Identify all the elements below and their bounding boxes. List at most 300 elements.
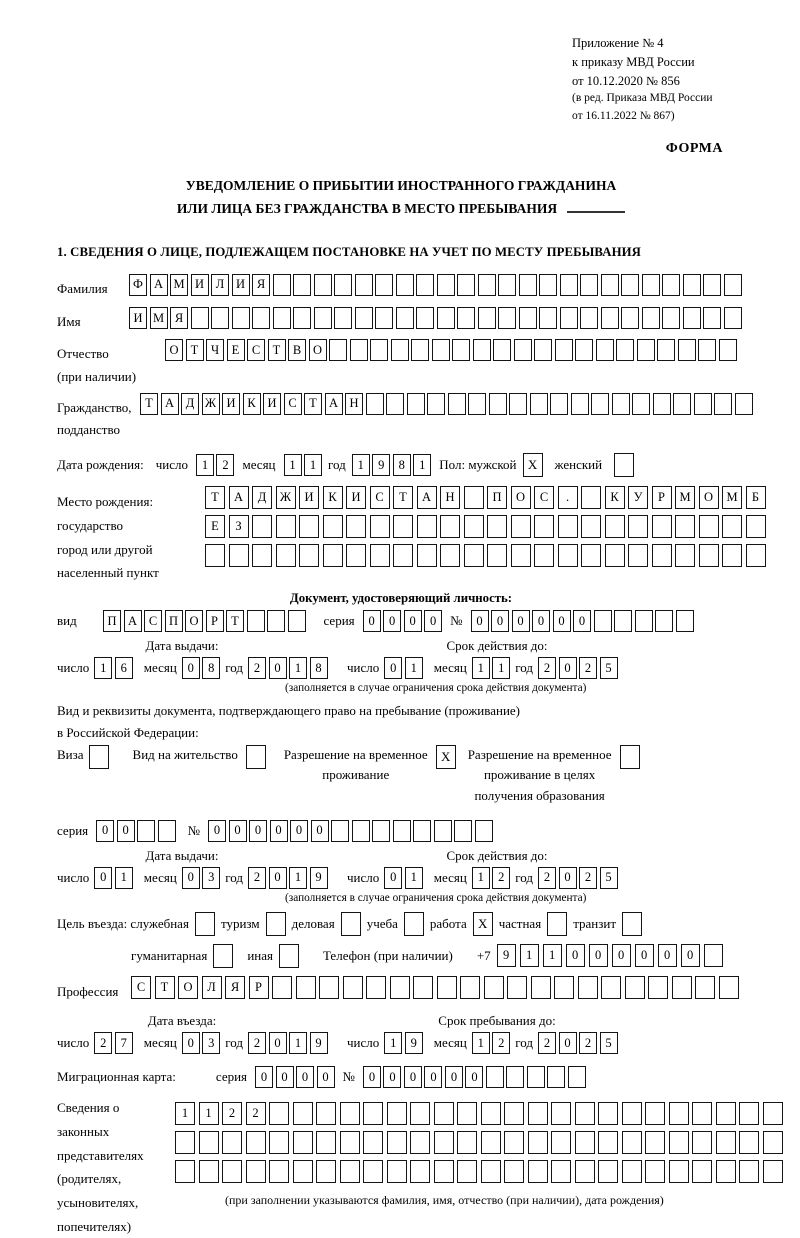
char-cell[interactable]: С <box>144 610 162 632</box>
char-cell[interactable] <box>504 1160 524 1183</box>
char-cell[interactable] <box>481 1160 501 1183</box>
char-cell[interactable] <box>191 307 209 329</box>
char-cell[interactable]: 0 <box>573 610 591 632</box>
char-cell[interactable] <box>698 339 716 361</box>
char-cell[interactable] <box>601 274 619 296</box>
char-cell[interactable] <box>434 820 452 842</box>
char-cell[interactable]: 2 <box>248 657 266 679</box>
char-cell[interactable] <box>531 976 551 999</box>
char-cell[interactable]: 9 <box>372 454 390 476</box>
char-cell[interactable] <box>695 976 715 999</box>
char-cell[interactable] <box>468 393 486 415</box>
char-cell[interactable]: 2 <box>94 1032 112 1054</box>
char-cell[interactable] <box>314 274 332 296</box>
char-cell[interactable] <box>699 515 719 538</box>
char-cell[interactable] <box>464 544 484 567</box>
char-cell[interactable] <box>692 1160 712 1183</box>
char-cell[interactable]: 0 <box>317 1066 335 1088</box>
char-cell[interactable] <box>652 544 672 567</box>
char-cell[interactable] <box>329 339 347 361</box>
char-cell[interactable]: 1 <box>284 454 302 476</box>
char-cell[interactable] <box>507 976 527 999</box>
char-cell[interactable] <box>704 944 723 967</box>
char-cell[interactable] <box>724 274 742 296</box>
char-cell[interactable] <box>605 544 625 567</box>
char-cell[interactable]: А <box>161 393 179 415</box>
char-cell[interactable] <box>175 1160 195 1183</box>
char-cell[interactable]: 2 <box>248 867 266 889</box>
char-cell[interactable]: Ж <box>276 486 296 509</box>
char-cell[interactable] <box>568 1066 586 1088</box>
char-cell[interactable] <box>279 944 299 968</box>
char-cell[interactable] <box>452 339 470 361</box>
char-cell[interactable] <box>724 307 742 329</box>
char-cell[interactable] <box>199 1160 219 1183</box>
char-cell[interactable] <box>252 544 272 567</box>
char-cell[interactable] <box>222 1160 242 1183</box>
char-cell[interactable] <box>296 976 316 999</box>
char-cell[interactable] <box>293 1160 313 1183</box>
char-cell[interactable] <box>393 544 413 567</box>
char-cell[interactable] <box>440 515 460 538</box>
char-cell[interactable] <box>396 307 414 329</box>
char-cell[interactable] <box>299 544 319 567</box>
char-cell[interactable] <box>222 1131 242 1154</box>
char-cell[interactable]: 0 <box>383 1066 401 1088</box>
char-cell[interactable]: 5 <box>600 867 618 889</box>
char-cell[interactable] <box>355 307 373 329</box>
char-cell[interactable]: 0 <box>404 1066 422 1088</box>
char-cell[interactable] <box>464 486 484 509</box>
char-cell[interactable]: 1 <box>304 454 322 476</box>
char-cell[interactable] <box>372 820 390 842</box>
char-cell[interactable] <box>683 307 701 329</box>
char-cell[interactable] <box>404 912 424 936</box>
char-cell[interactable] <box>506 1066 524 1088</box>
char-cell[interactable] <box>396 274 414 296</box>
char-cell[interactable]: Ф <box>129 274 147 296</box>
char-cell[interactable]: 9 <box>310 1032 328 1054</box>
char-cell[interactable]: 8 <box>202 657 220 679</box>
char-cell[interactable] <box>211 307 229 329</box>
char-cell[interactable] <box>432 339 450 361</box>
char-cell[interactable] <box>213 944 233 968</box>
char-cell[interactable] <box>692 1131 712 1154</box>
char-cell[interactable] <box>391 339 409 361</box>
char-cell[interactable] <box>363 1131 383 1154</box>
char-cell[interactable] <box>475 820 493 842</box>
char-cell[interactable]: 2 <box>579 867 597 889</box>
char-cell[interactable] <box>558 515 578 538</box>
char-cell[interactable]: А <box>124 610 142 632</box>
char-cell[interactable] <box>616 339 634 361</box>
char-cell[interactable]: 1 <box>492 657 510 679</box>
char-cell[interactable] <box>716 1131 736 1154</box>
char-cell[interactable] <box>601 307 619 329</box>
char-cell[interactable] <box>669 1131 689 1154</box>
char-cell[interactable] <box>547 912 567 936</box>
char-cell[interactable]: 0 <box>635 944 654 967</box>
char-cell[interactable] <box>434 1131 454 1154</box>
char-cell[interactable] <box>622 912 642 936</box>
char-cell[interactable]: Т <box>186 339 204 361</box>
char-cell[interactable] <box>655 610 673 632</box>
char-cell[interactable]: Д <box>181 393 199 415</box>
char-cell[interactable]: 2 <box>538 867 556 889</box>
char-cell[interactable] <box>653 393 671 415</box>
char-cell[interactable]: О <box>185 610 203 632</box>
char-cell[interactable] <box>596 339 614 361</box>
char-cell[interactable]: 0 <box>249 820 267 842</box>
char-cell[interactable] <box>410 1131 430 1154</box>
char-cell[interactable] <box>692 1102 712 1125</box>
char-cell[interactable] <box>551 1160 571 1183</box>
char-cell[interactable] <box>393 515 413 538</box>
char-cell[interactable] <box>484 976 504 999</box>
char-cell[interactable]: 0 <box>384 867 402 889</box>
char-cell[interactable]: 2 <box>216 454 234 476</box>
char-cell[interactable] <box>387 1160 407 1183</box>
char-cell[interactable] <box>454 820 472 842</box>
char-cell[interactable]: Т <box>155 976 175 999</box>
char-cell[interactable]: 1 <box>289 657 307 679</box>
char-cell[interactable]: П <box>165 610 183 632</box>
char-cell[interactable]: З <box>229 515 249 538</box>
char-cell[interactable]: 9 <box>497 944 516 967</box>
char-cell[interactable]: М <box>675 486 695 509</box>
char-cell[interactable] <box>669 1160 689 1183</box>
char-cell[interactable] <box>575 1160 595 1183</box>
char-cell[interactable]: 1 <box>199 1102 219 1125</box>
char-cell[interactable] <box>175 1131 195 1154</box>
char-cell[interactable]: 2 <box>538 1032 556 1054</box>
char-cell[interactable]: 7 <box>115 1032 133 1054</box>
char-cell[interactable] <box>276 515 296 538</box>
char-cell[interactable]: 1 <box>289 1032 307 1054</box>
char-cell[interactable]: А <box>229 486 249 509</box>
char-cell[interactable] <box>416 307 434 329</box>
char-cell[interactable]: С <box>247 339 265 361</box>
char-cell[interactable]: 2 <box>222 1102 242 1125</box>
char-cell[interactable]: Я <box>170 307 188 329</box>
char-cell[interactable] <box>299 515 319 538</box>
char-cell[interactable] <box>457 1160 477 1183</box>
char-cell[interactable]: 1 <box>413 454 431 476</box>
char-cell[interactable]: 6 <box>115 657 133 679</box>
char-cell[interactable]: 0 <box>208 820 226 842</box>
char-cell[interactable]: . <box>558 486 578 509</box>
char-cell[interactable]: А <box>325 393 343 415</box>
char-cell[interactable] <box>635 610 653 632</box>
char-cell[interactable] <box>746 515 766 538</box>
char-cell[interactable] <box>645 1160 665 1183</box>
char-cell[interactable] <box>158 820 176 842</box>
char-cell[interactable] <box>464 515 484 538</box>
char-cell[interactable]: 0 <box>182 867 200 889</box>
char-cell[interactable]: 0 <box>269 1032 287 1054</box>
char-cell[interactable] <box>580 274 598 296</box>
char-cell[interactable] <box>519 307 537 329</box>
char-cell[interactable] <box>386 393 404 415</box>
char-cell[interactable]: М <box>722 486 742 509</box>
char-cell[interactable]: 0 <box>559 657 577 679</box>
char-cell[interactable] <box>457 274 475 296</box>
char-cell[interactable] <box>625 976 645 999</box>
char-cell[interactable] <box>293 1131 313 1154</box>
char-cell[interactable] <box>528 1160 548 1183</box>
char-cell[interactable] <box>571 393 589 415</box>
char-cell[interactable]: 0 <box>465 1066 483 1088</box>
char-cell[interactable] <box>370 515 390 538</box>
char-cell[interactable]: 0 <box>290 820 308 842</box>
char-cell[interactable] <box>411 339 429 361</box>
char-cell[interactable]: 1 <box>472 1032 490 1054</box>
char-cell[interactable] <box>716 1102 736 1125</box>
char-cell[interactable] <box>273 307 291 329</box>
char-cell[interactable] <box>539 274 557 296</box>
char-cell[interactable]: 2 <box>579 657 597 679</box>
char-cell[interactable] <box>293 307 311 329</box>
char-cell[interactable] <box>407 393 425 415</box>
char-cell[interactable] <box>410 1160 430 1183</box>
char-cell[interactable] <box>363 1160 383 1183</box>
char-cell[interactable] <box>672 976 692 999</box>
char-cell[interactable]: 0 <box>424 1066 442 1088</box>
char-cell[interactable]: 0 <box>681 944 700 967</box>
char-cell[interactable]: 1 <box>94 657 112 679</box>
char-cell[interactable]: 0 <box>589 944 608 967</box>
char-cell[interactable] <box>575 1102 595 1125</box>
char-cell[interactable] <box>714 393 732 415</box>
char-cell[interactable] <box>340 1160 360 1183</box>
char-cell[interactable]: 1 <box>384 1032 402 1054</box>
char-cell[interactable] <box>319 976 339 999</box>
char-cell[interactable]: 1 <box>472 867 490 889</box>
char-cell[interactable]: Ж <box>202 393 220 415</box>
char-cell[interactable] <box>504 1131 524 1154</box>
char-cell[interactable] <box>370 544 390 567</box>
char-cell[interactable] <box>676 610 694 632</box>
char-cell[interactable]: 1 <box>175 1102 195 1125</box>
char-cell[interactable]: И <box>299 486 319 509</box>
char-cell[interactable]: 0 <box>269 867 287 889</box>
char-cell[interactable]: Н <box>440 486 460 509</box>
char-cell[interactable]: И <box>346 486 366 509</box>
char-cell[interactable] <box>410 1102 430 1125</box>
char-cell[interactable] <box>527 1066 545 1088</box>
char-cell[interactable] <box>719 976 739 999</box>
char-cell[interactable] <box>591 393 609 415</box>
char-cell[interactable]: М <box>150 307 168 329</box>
char-cell[interactable]: 0 <box>532 610 550 632</box>
char-cell[interactable] <box>350 339 368 361</box>
char-cell[interactable] <box>293 274 311 296</box>
char-cell[interactable]: 0 <box>559 1032 577 1054</box>
char-cell[interactable] <box>642 307 660 329</box>
char-cell[interactable]: Л <box>211 274 229 296</box>
char-cell[interactable] <box>558 544 578 567</box>
char-cell[interactable]: О <box>309 339 327 361</box>
char-cell[interactable] <box>481 1102 501 1125</box>
char-cell[interactable] <box>341 912 361 936</box>
char-cell[interactable] <box>363 1102 383 1125</box>
char-cell[interactable] <box>703 307 721 329</box>
char-cell[interactable] <box>581 515 601 538</box>
char-cell[interactable] <box>534 544 554 567</box>
char-cell[interactable] <box>246 1131 266 1154</box>
char-cell[interactable] <box>699 544 719 567</box>
char-cell[interactable]: Р <box>206 610 224 632</box>
char-cell[interactable]: 0 <box>96 820 114 842</box>
char-cell[interactable] <box>614 610 632 632</box>
char-cell[interactable] <box>598 1131 618 1154</box>
char-cell[interactable] <box>416 274 434 296</box>
char-cell[interactable]: С <box>284 393 302 415</box>
char-cell[interactable]: 0 <box>471 610 489 632</box>
char-cell[interactable]: 1 <box>405 657 423 679</box>
char-cell[interactable]: 2 <box>246 1102 266 1125</box>
char-cell[interactable] <box>551 1102 571 1125</box>
char-cell[interactable]: 0 <box>445 1066 463 1088</box>
char-cell[interactable] <box>387 1102 407 1125</box>
char-cell[interactable]: Т <box>393 486 413 509</box>
char-cell[interactable]: 1 <box>472 657 490 679</box>
char-cell[interactable]: Б <box>746 486 766 509</box>
char-cell[interactable] <box>594 610 612 632</box>
char-cell[interactable] <box>746 544 766 567</box>
char-cell[interactable] <box>487 515 507 538</box>
char-cell[interactable] <box>514 339 532 361</box>
char-cell[interactable]: 0 <box>182 657 200 679</box>
char-cell[interactable] <box>598 1160 618 1183</box>
char-cell[interactable]: 0 <box>491 610 509 632</box>
char-cell[interactable] <box>498 274 516 296</box>
char-cell[interactable] <box>276 544 296 567</box>
char-cell[interactable] <box>493 339 511 361</box>
char-cell[interactable]: К <box>323 486 343 509</box>
char-cell[interactable] <box>645 1102 665 1125</box>
char-cell[interactable] <box>246 1160 266 1183</box>
char-cell[interactable] <box>205 544 225 567</box>
char-cell[interactable] <box>316 1160 336 1183</box>
char-cell[interactable]: С <box>534 486 554 509</box>
char-cell[interactable] <box>528 1131 548 1154</box>
char-cell[interactable] <box>481 1131 501 1154</box>
char-cell[interactable] <box>269 1102 289 1125</box>
char-cell[interactable]: 0 <box>512 610 530 632</box>
char-cell[interactable]: 1 <box>543 944 562 967</box>
char-cell[interactable]: 0 <box>424 610 442 632</box>
char-cell[interactable]: Л <box>202 976 222 999</box>
char-cell[interactable]: 0 <box>296 1066 314 1088</box>
char-cell[interactable]: В <box>288 339 306 361</box>
char-cell[interactable]: 0 <box>612 944 631 967</box>
char-cell[interactable] <box>375 307 393 329</box>
char-cell[interactable] <box>739 1160 759 1183</box>
char-cell[interactable] <box>645 1131 665 1154</box>
char-cell[interactable] <box>605 515 625 538</box>
char-cell[interactable] <box>366 976 386 999</box>
char-cell[interactable]: Т <box>226 610 244 632</box>
char-cell[interactable] <box>534 515 554 538</box>
char-cell[interactable] <box>498 307 516 329</box>
char-cell[interactable] <box>662 274 680 296</box>
char-cell[interactable] <box>763 1160 783 1183</box>
char-cell[interactable]: С <box>370 486 390 509</box>
char-cell[interactable] <box>232 307 250 329</box>
char-cell[interactable] <box>293 1102 313 1125</box>
char-cell[interactable] <box>555 339 573 361</box>
char-cell[interactable] <box>457 1102 477 1125</box>
char-cell[interactable]: 3 <box>202 1032 220 1054</box>
char-cell[interactable] <box>370 339 388 361</box>
char-cell[interactable]: 2 <box>248 1032 266 1054</box>
char-cell[interactable]: 0 <box>559 867 577 889</box>
char-cell[interactable] <box>722 515 742 538</box>
char-cell[interactable] <box>487 544 507 567</box>
char-cell[interactable] <box>560 274 578 296</box>
char-cell[interactable]: О <box>178 976 198 999</box>
char-cell[interactable] <box>683 274 701 296</box>
char-cell[interactable] <box>678 339 696 361</box>
char-cell[interactable] <box>478 274 496 296</box>
char-cell[interactable] <box>547 1066 565 1088</box>
char-cell[interactable] <box>628 544 648 567</box>
char-cell[interactable]: X <box>436 745 456 769</box>
char-cell[interactable] <box>519 274 537 296</box>
char-cell[interactable] <box>530 393 548 415</box>
char-cell[interactable] <box>652 515 672 538</box>
char-cell[interactable]: 5 <box>600 657 618 679</box>
char-cell[interactable] <box>346 515 366 538</box>
char-cell[interactable] <box>669 1102 689 1125</box>
char-cell[interactable]: 1 <box>520 944 539 967</box>
char-cell[interactable] <box>581 544 601 567</box>
char-cell[interactable]: С <box>131 976 151 999</box>
char-cell[interactable]: Т <box>140 393 158 415</box>
char-cell[interactable]: Ч <box>206 339 224 361</box>
char-cell[interactable] <box>340 1102 360 1125</box>
char-cell[interactable] <box>89 745 109 769</box>
char-cell[interactable]: 0 <box>383 610 401 632</box>
char-cell[interactable]: М <box>170 274 188 296</box>
char-cell[interactable] <box>246 745 266 769</box>
char-cell[interactable] <box>316 1102 336 1125</box>
char-cell[interactable]: 0 <box>229 820 247 842</box>
char-cell[interactable]: Т <box>268 339 286 361</box>
char-cell[interactable] <box>575 339 593 361</box>
char-cell[interactable] <box>460 976 480 999</box>
char-cell[interactable]: И <box>232 274 250 296</box>
char-cell[interactable] <box>657 339 675 361</box>
char-cell[interactable] <box>694 393 712 415</box>
char-cell[interactable] <box>662 307 680 329</box>
char-cell[interactable] <box>288 610 306 632</box>
char-cell[interactable]: Р <box>652 486 672 509</box>
char-cell[interactable]: О <box>165 339 183 361</box>
char-cell[interactable] <box>675 515 695 538</box>
char-cell[interactable] <box>554 976 574 999</box>
char-cell[interactable] <box>601 976 621 999</box>
char-cell[interactable] <box>343 976 363 999</box>
char-cell[interactable]: Е <box>205 515 225 538</box>
char-cell[interactable] <box>473 339 491 361</box>
char-cell[interactable] <box>632 393 650 415</box>
char-cell[interactable]: 0 <box>553 610 571 632</box>
char-cell[interactable] <box>622 1160 642 1183</box>
char-cell[interactable] <box>413 976 433 999</box>
char-cell[interactable]: 0 <box>311 820 329 842</box>
